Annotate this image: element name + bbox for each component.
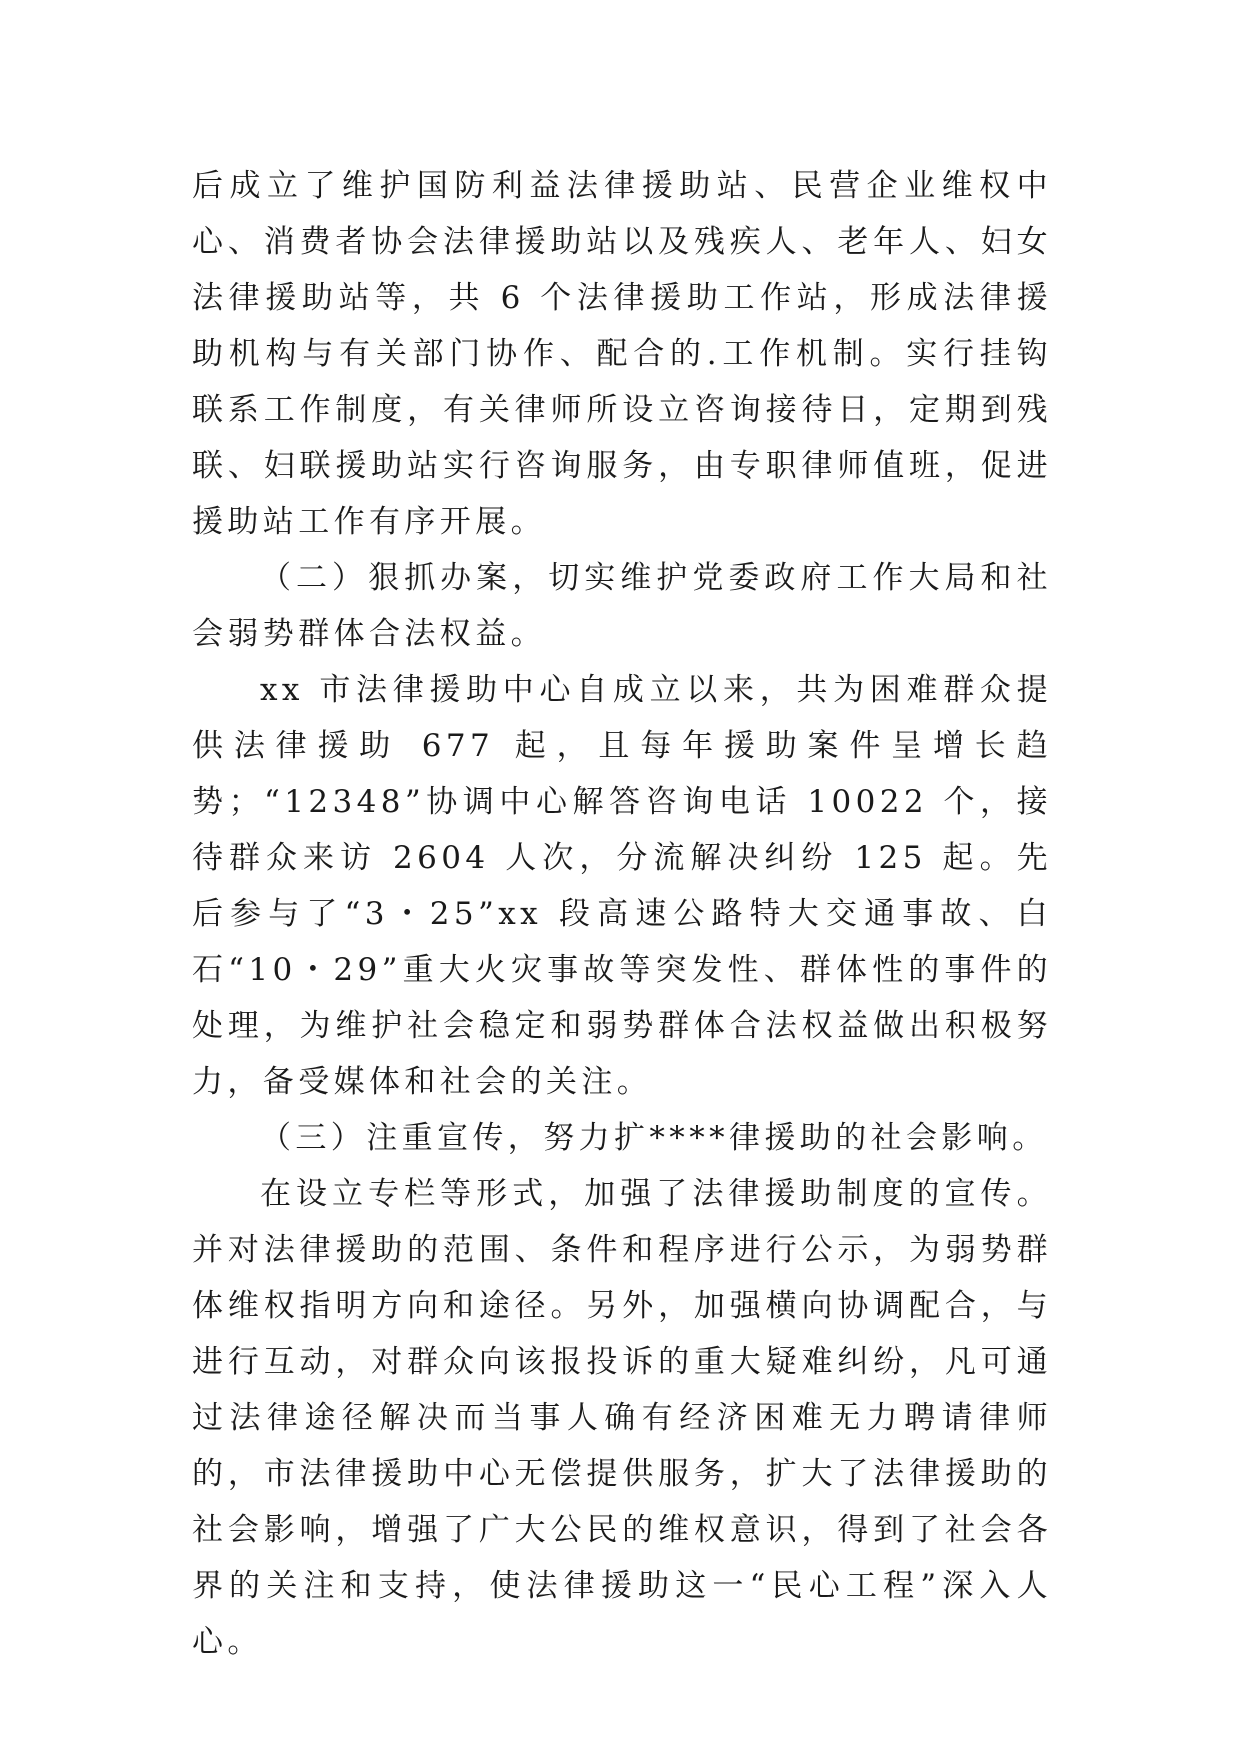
section-heading-2: （二）狠抓办案，切实维护党委政府工作大局和社会弱势群体合法权益。 (192, 560, 1052, 652)
paragraph-continuation: 后成立了维护国防利益法律援助站、民营企业维权中心、消费者协会法律援助站以及残疾人、老年人、妇女法律援助站等，共 6 个法律援助工作站，形成法律援助机构与有关部门协作、配合的.工作机制。实行挂钩联系工作制度，有关律师所设立咨询接待日，定期到残联、妇联援助站实行咨询服务，由专职律师值班，促进援助站工作有序开展。 (192, 168, 1052, 540)
paragraph-case-statistics: xx 市法律援助中心自成立以来，共为困难群众提供法律援助 677 起，且每年援助案件呈增长趋势；“12348”协调中心解答咨询电话 10022 个，接待群众来访 2604 人次，分流解决纠纷 125 起。先后参与了“3・25”xx 段高速公路特大交通事故、白石“10・29”重大火灾事故等突发性、群体性的事件的处理，为维护社会稳定和弱势群体合法权益做出积极努力，备受媒体和社会的关注。 (192, 672, 1052, 1100)
document-body (192, 158, 1052, 1670)
paragraph-publicity: 在设立专栏等形式，加强了法律援助制度的宣传。并对法律援助的范围、条件和程序进行公示，为弱势群体维权指明方向和途径。另外，加强横向协调配合，与进行互动，对群众向该报投诉的重大疑难纠纷，凡可通过法律途径解决而当事人确有经济困难无力聘请律师的，市法律援助中心无偿提供服务，扩大了法律援助的社会影响，增强了广大公民的维权意识，得到了社会各界的关注和支持，使法律援助这一“民心工程”深入人心。 (192, 1176, 1052, 1660)
section-heading-3: （三）注重宣传，努力扩****律援助的社会影响。 (260, 1120, 1048, 1156)
